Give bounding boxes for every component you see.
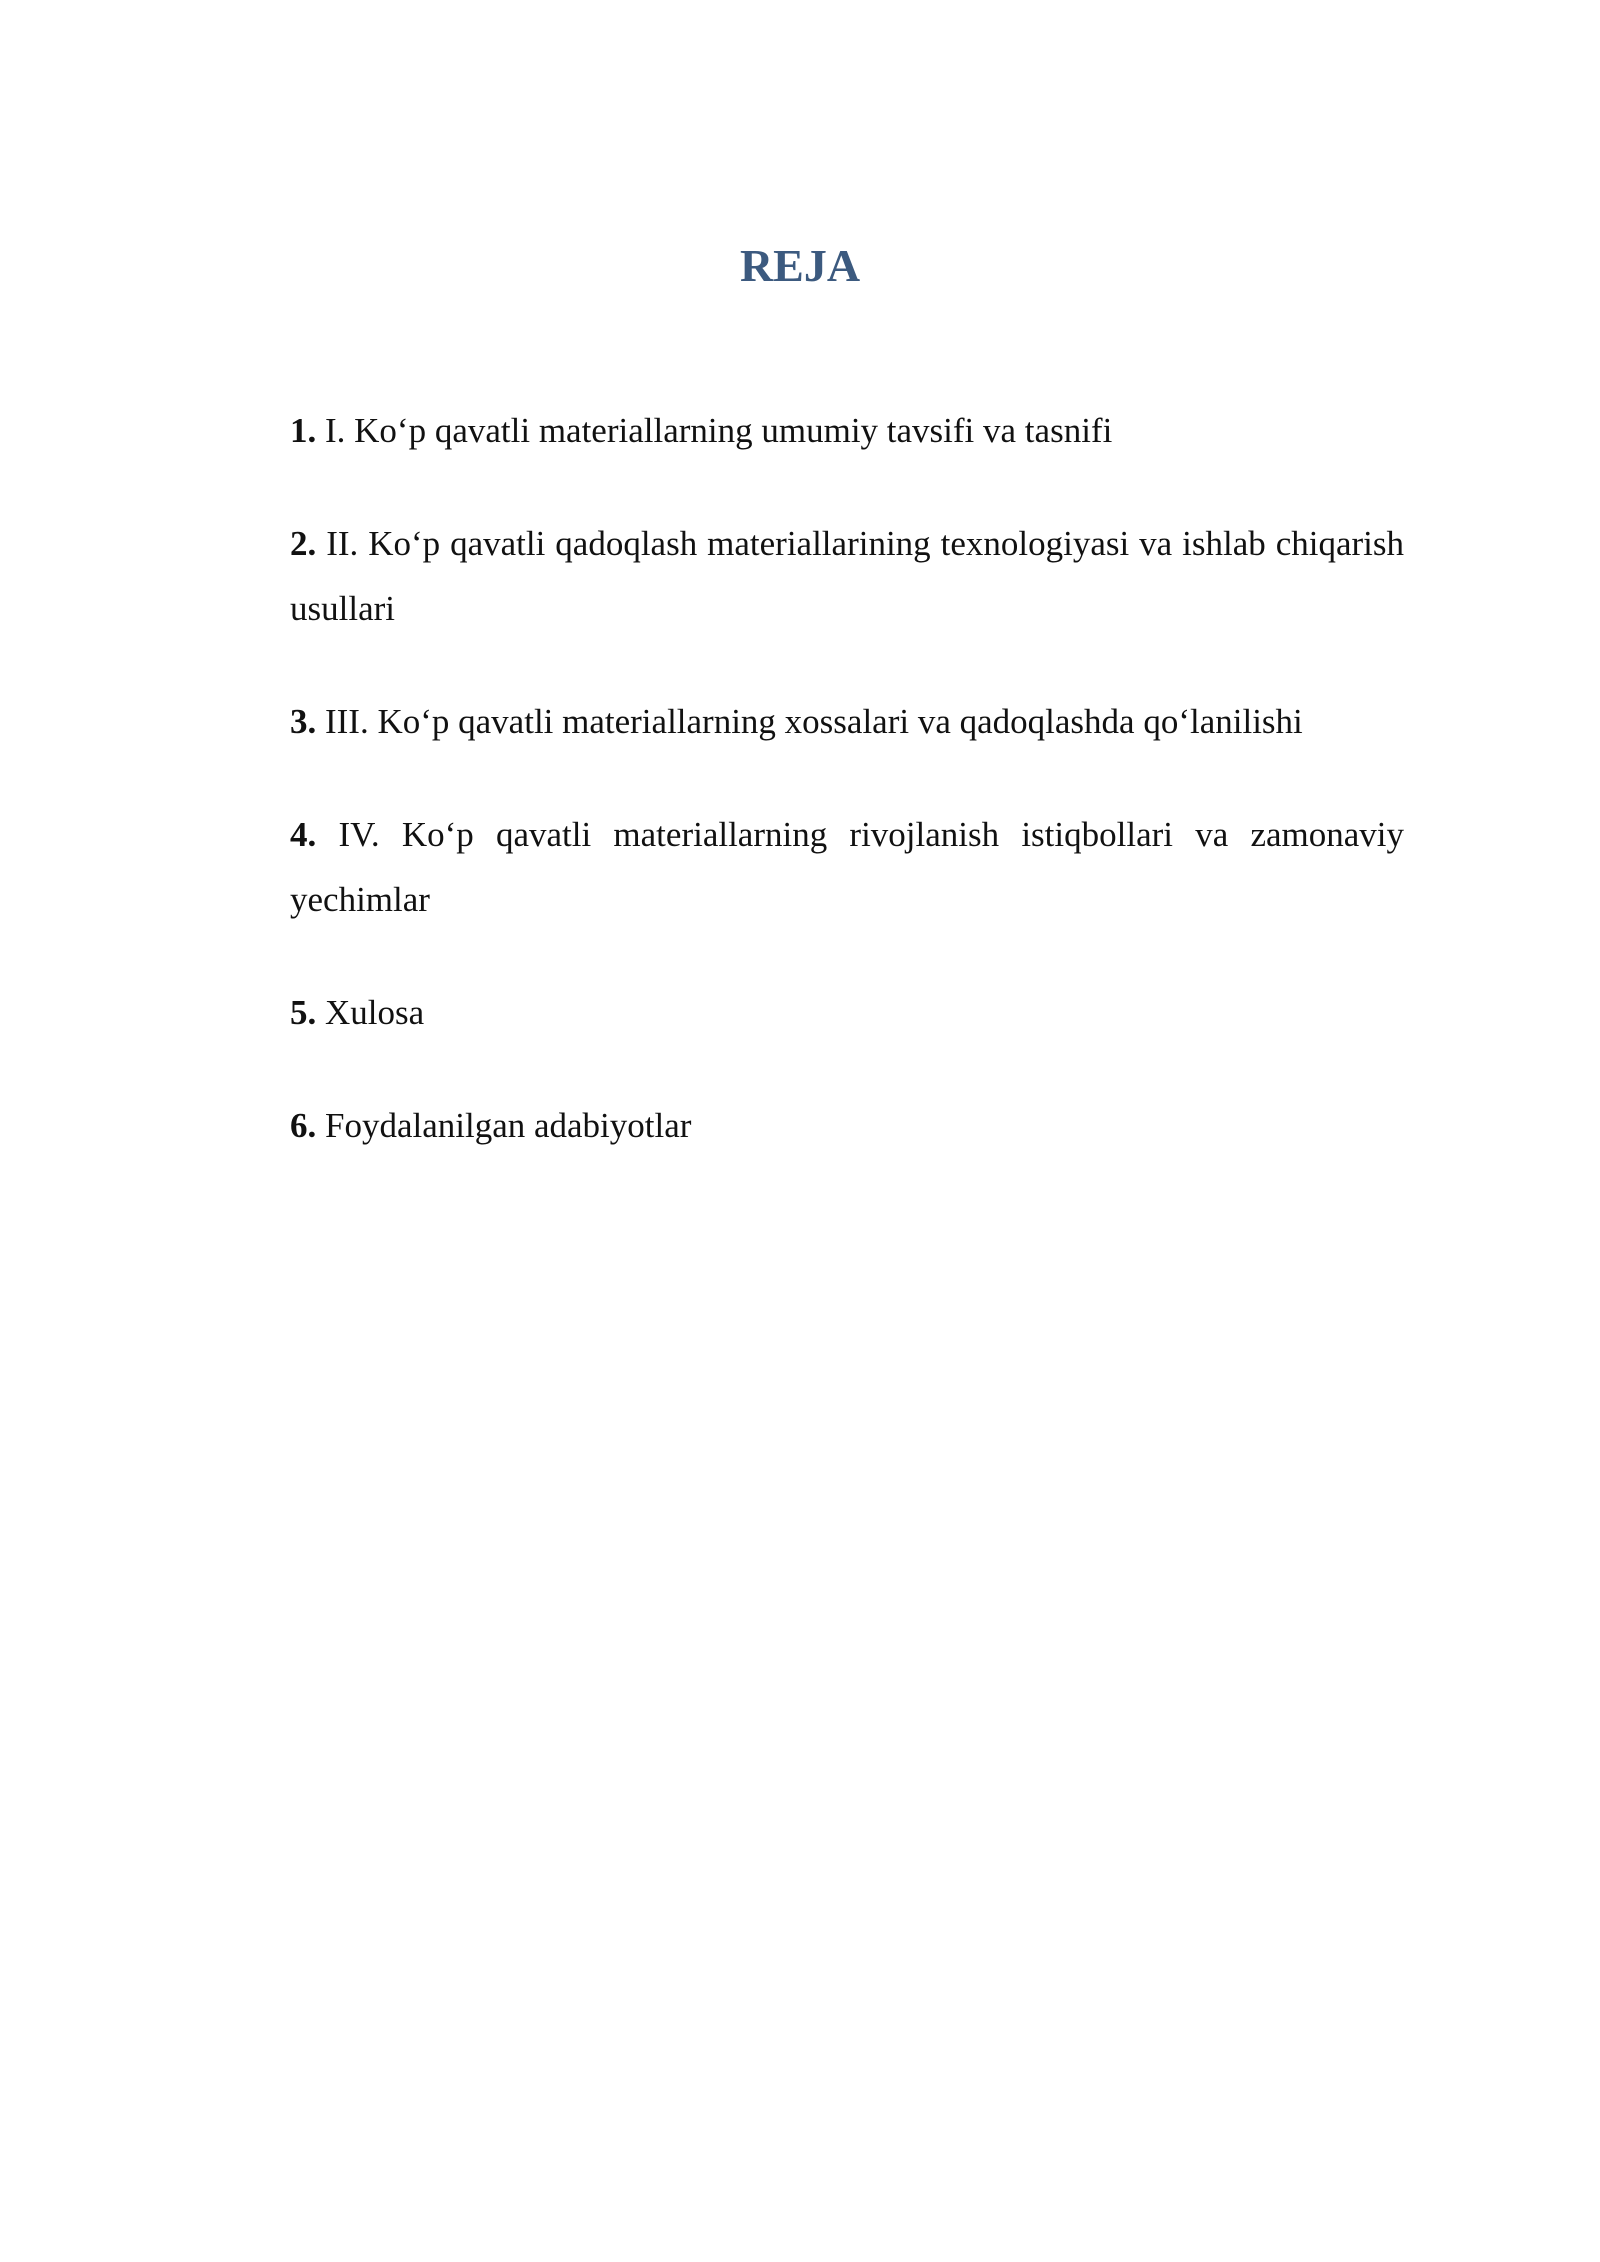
list-item: [290, 802, 1404, 932]
item-number: 6.: [290, 1106, 317, 1145]
item-text: II. Ko‘p qavatli qadoqlash materiallarining texnologiyasi va ishlab chiqarish usullari: [290, 524, 1404, 628]
list-item: [290, 511, 1404, 641]
item-text: I. Ko‘p qavatli materiallarning umumiy tavsifi va tasnifi: [316, 411, 1113, 450]
item-number: 1.: [290, 411, 317, 450]
item-text: Foydalanilgan adabiyotlar: [316, 1106, 692, 1145]
item-number: 4.: [290, 815, 317, 854]
plan-list: [290, 398, 1404, 1206]
item-number: 5.: [290, 993, 317, 1032]
item-number: 3.: [290, 702, 317, 741]
item-text: Xulosa: [316, 993, 425, 1032]
item-text: III. Ko‘p qavatli materiallarning xossalari va qadoqlashda qo‘lanilishi: [316, 702, 1303, 741]
list-item: [290, 689, 1404, 754]
list-item: [290, 1093, 1404, 1158]
page-title: REJA: [739, 240, 861, 291]
list-item: [290, 398, 1404, 463]
item-number: 2.: [290, 524, 317, 563]
list-item: [290, 980, 1404, 1045]
item-text: IV. Ko‘p qavatli materiallarning rivojlanish istiqbollari va zamonaviy yechimlar: [290, 815, 1404, 919]
